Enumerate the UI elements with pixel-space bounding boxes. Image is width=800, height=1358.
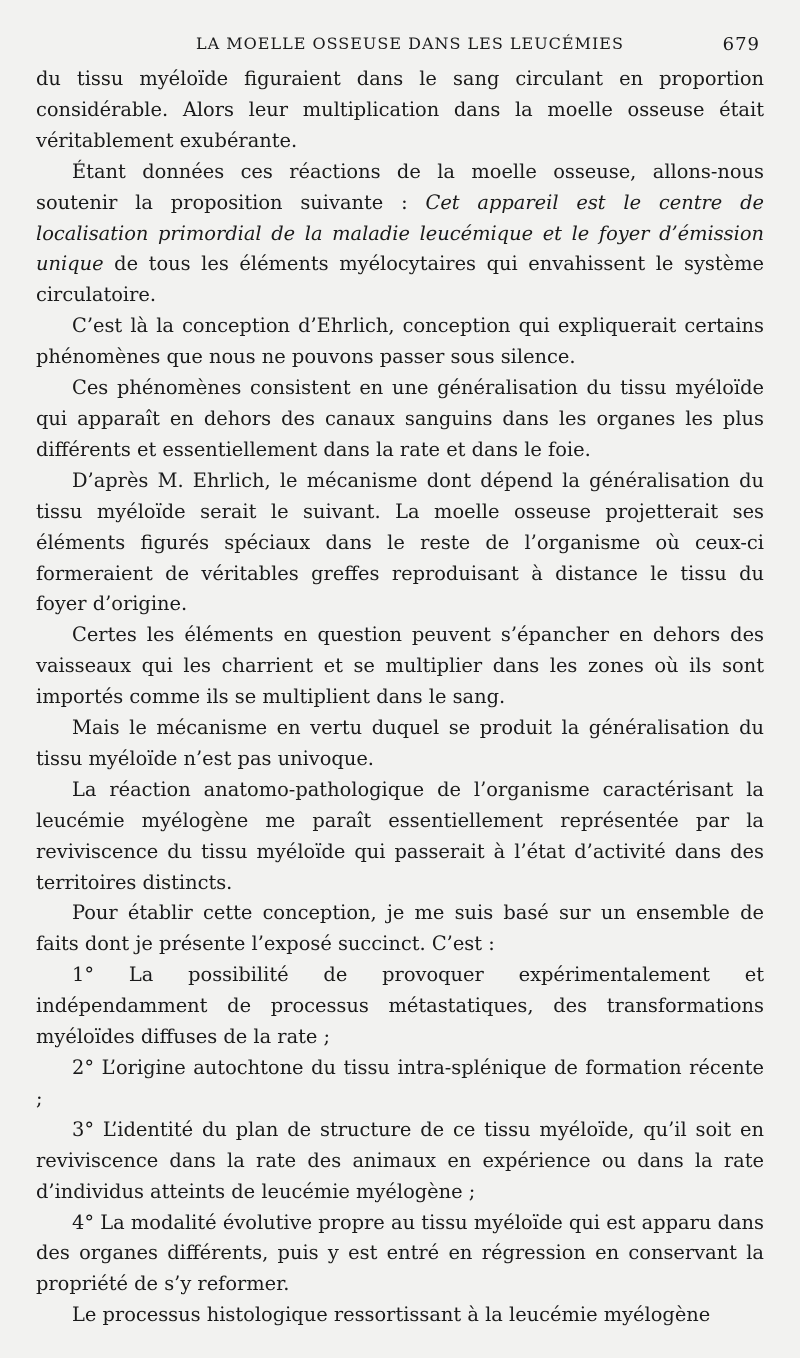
- paragraph-text: Étant données ces réactions de la moelle osseuse, allons-nous soutenir la proposition suivante :: [36, 159, 764, 214]
- italic-proposition: Cet appareil est le centre de localisation primordial de la maladie leucémique et le foyer d’émission unique: [36, 190, 764, 276]
- enumerated-item: 4° La modalité évolutive propre au tissu myéloïde qui est apparu dans des organes différents, puis y est entré en régression en conservant la propriété de s’y reformer.: [36, 1210, 764, 1296]
- enumerated-item: 1° La possibilité de provoquer expérimentalement et indépendamment de processus métastatiques, des transformations myéloïdes diffuses de la rate ;: [36, 963, 764, 1049]
- paragraph: D’après M. Ehrlich, le mécanisme dont dépend la généralisation du tissu myéloïde serait le suivant. La moelle osseuse projetterait ses éléments figurés spéciaux dans le reste de l’organisme où ceux-ci formeraient de véritables greffes reproduisant à distance le tissu du foyer d’origine.: [36, 468, 764, 616]
- paragraph-continues: Le processus histologique ressortissant à la leucémie myélogène: [72, 1303, 711, 1327]
- enumerated-item: 3° L’identité du plan de structure de ce tissu myéloïde, qu’il soit en reviviscence dans la rate des animaux en expérience ou dans la rate d’individus atteints de leucémie myélogène ;: [36, 1117, 764, 1203]
- running-head: [36, 30, 764, 64]
- paragraph: Mais le mécanisme en vertu duquel se produit la généralisation du tissu myéloïde n’est pas univoque.: [36, 716, 764, 770]
- paragraph-text: de tous les éléments myélocytaires qui envahissent le système circulatoire.: [36, 252, 764, 307]
- page-number: 679: [722, 34, 760, 55]
- paragraph-proposition: [36, 157, 764, 312]
- paragraph: Pour établir cette conception, je me suis basé sur un ensemble de faits dont je présente l’exposé succinct. C’est :: [36, 901, 764, 956]
- running-title: LA MOELLE OSSEUSE DANS LES LEUCÉMIES: [196, 34, 624, 53]
- paragraph: C’est là la conception d’Ehrlich, conception qui expliquerait certains phénomènes que nous ne pouvons passer sous silence.: [36, 314, 764, 369]
- enumerated-item: 2° L’origine autochtone du tissu intra-splénique de formation récente ;: [36, 1056, 764, 1110]
- paragraph: La réaction anatomo-pathologique de l’organisme caractérisant la leucémie myélogène me paraît essentiellement représentée par la reviviscence du tissu myéloïde qui passerait à l’état d’activité dans des territoires distincts.: [36, 777, 764, 894]
- paragraph-continuation: du tissu myéloïde figuraient dans le sang circulant en proportion considérable. Alors leur multiplication dans la moelle osseuse était véritablement exubérante.: [36, 67, 764, 152]
- paragraph: Certes les éléments en question peuvent s’épancher en dehors des vaisseaux qui les charrient et se multiplier dans les zones où ils sont importés comme ils se multiplient dans le sang.: [36, 623, 764, 709]
- body-text: [36, 64, 764, 1331]
- paragraph: Ces phénomènes consistent en une généralisation du tissu myéloïde qui apparaît en dehors des canaux sanguins dans les organes les plus différents et essentiellement dans la rate et dans le foie.: [36, 376, 764, 461]
